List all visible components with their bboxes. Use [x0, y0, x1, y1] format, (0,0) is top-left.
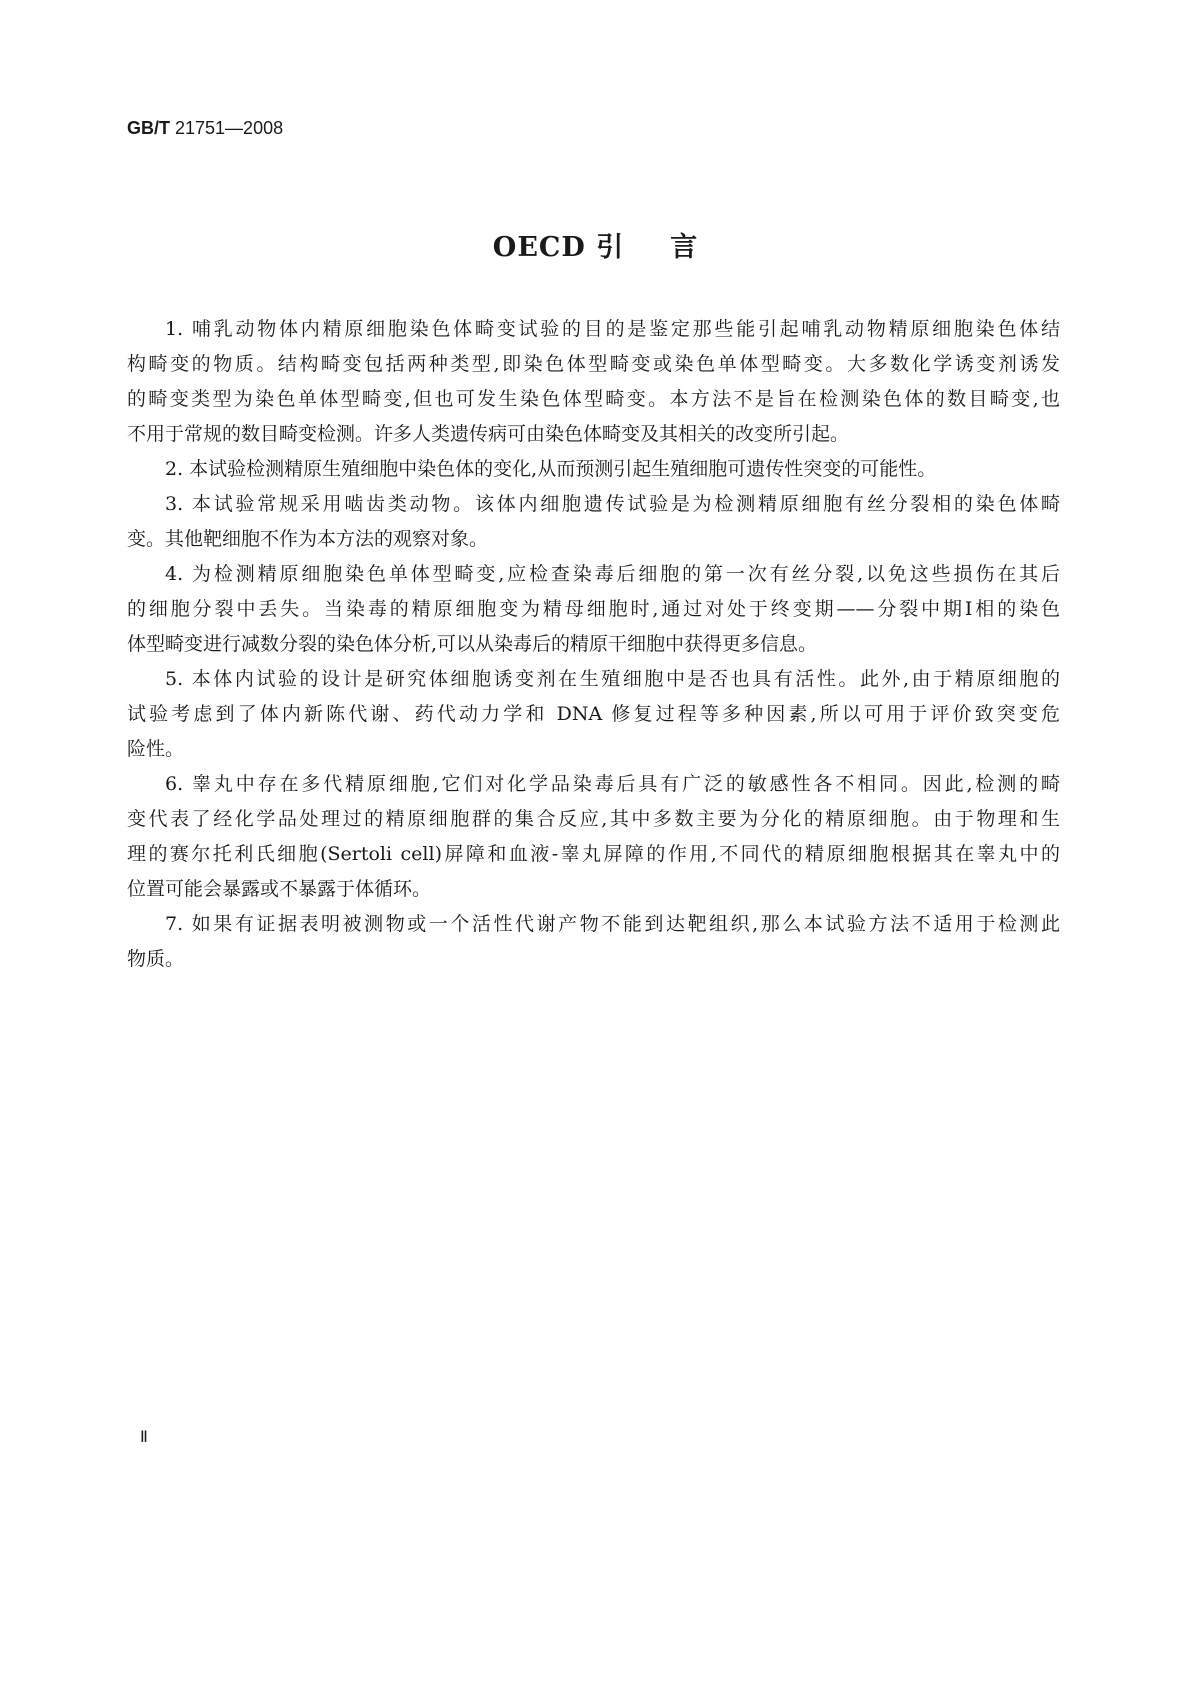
paragraph-line: 3. 本试验常规采用啮齿类动物。该体内细胞遗传试验是为检测精原细胞有丝分裂相的染色体畸	[165, 493, 1060, 515]
paragraph-line: 变。其他靶细胞不作为本方法的观察对象。	[127, 528, 489, 550]
paragraph-line: 体型畸变进行减数分裂的染色体分析,可以从染毒后的精原干细胞中获得更多信息。	[127, 633, 818, 655]
standard-code-header	[127, 118, 283, 139]
title-left: OECD 引	[492, 232, 625, 263]
paragraph-line: 4. 为检测精原细胞染色单体型畸变,应检查染毒后细胞的第一次有丝分裂,以免这些损伤在其后	[165, 563, 1060, 585]
standard-code-number: 21751—2008	[170, 118, 284, 138]
paragraph-3	[127, 487, 1060, 557]
paragraph-2	[127, 452, 1060, 487]
paragraph-5	[127, 662, 1060, 767]
paragraph-line: 1. 哺乳动物体内精原细胞染色体畸变试验的目的是鉴定那些能引起哺乳动物精原细胞染色体结	[165, 318, 1060, 340]
paragraph-line: 试验考虑到了体内新陈代谢、药代动力学和 DNA 修复过程等多种因素,所以可用于评价致突变危	[127, 703, 1060, 725]
page-number: Ⅱ	[140, 1429, 148, 1446]
paragraph-line: 7. 如果有证据表明被测物或一个活性代谢产物不能到达靶组织,那么本试验方法不适用于检测此	[165, 913, 1060, 935]
paragraph-line: 不用于常规的数目畸变检测。许多人类遗传病可由染色体畸变及其相关的改变所引起。	[127, 423, 850, 445]
paragraph-line: 的畸变类型为染色单体型畸变,但也可发生染色体型畸变。本方法不是旨在检测染色体的数目畸变,也	[127, 388, 1060, 410]
paragraph-7	[127, 907, 1060, 977]
paragraph-line: 理的赛尔托利氏细胞(Sertoli cell)屏障和血液-睾丸屏障的作用,不同代的精原细胞根据其在睾丸中的	[127, 843, 1060, 865]
paragraph-1	[127, 312, 1060, 452]
paragraph-line: 5. 本体内试验的设计是研究体细胞诱变剂在生殖细胞中是否也具有活性。此外,由于精原细胞的	[165, 668, 1060, 690]
page-title	[0, 225, 1191, 264]
standard-code-prefix: GB/T	[127, 118, 170, 138]
title-right: 言	[670, 232, 699, 263]
paragraph-line: 险性。	[127, 738, 185, 760]
paragraph-4	[127, 557, 1060, 662]
paragraph-line: 6. 睾丸中存在多代精原细胞,它们对化学品染毒后具有广泛的敏感性各不相同。因此,检测的畸	[165, 773, 1060, 795]
paragraph-line: 物质。	[127, 948, 185, 970]
paragraph-6	[127, 767, 1060, 907]
paragraph-line: 变代表了经化学品处理过的精原细胞群的集合反应,其中多数主要为分化的精原细胞。由于物理和生	[127, 808, 1060, 830]
document-body	[127, 312, 1060, 977]
paragraph-line: 构畸变的物质。结构畸变包括两种类型,即染色体型畸变或染色单体型畸变。大多数化学诱变剂诱发	[127, 353, 1060, 375]
paragraph-line: 的细胞分裂中丢失。当染毒的精原细胞变为精母细胞时,通过对处于终变期——分裂中期Ⅰ相的染色	[127, 598, 1060, 620]
paragraph-line: 位置可能会暴露或不暴露于体循环。	[127, 878, 432, 900]
paragraph-line: 2. 本试验检测精原生殖细胞中染色体的变化,从而预测引起生殖细胞可遗传性突变的可能性。	[165, 458, 937, 480]
